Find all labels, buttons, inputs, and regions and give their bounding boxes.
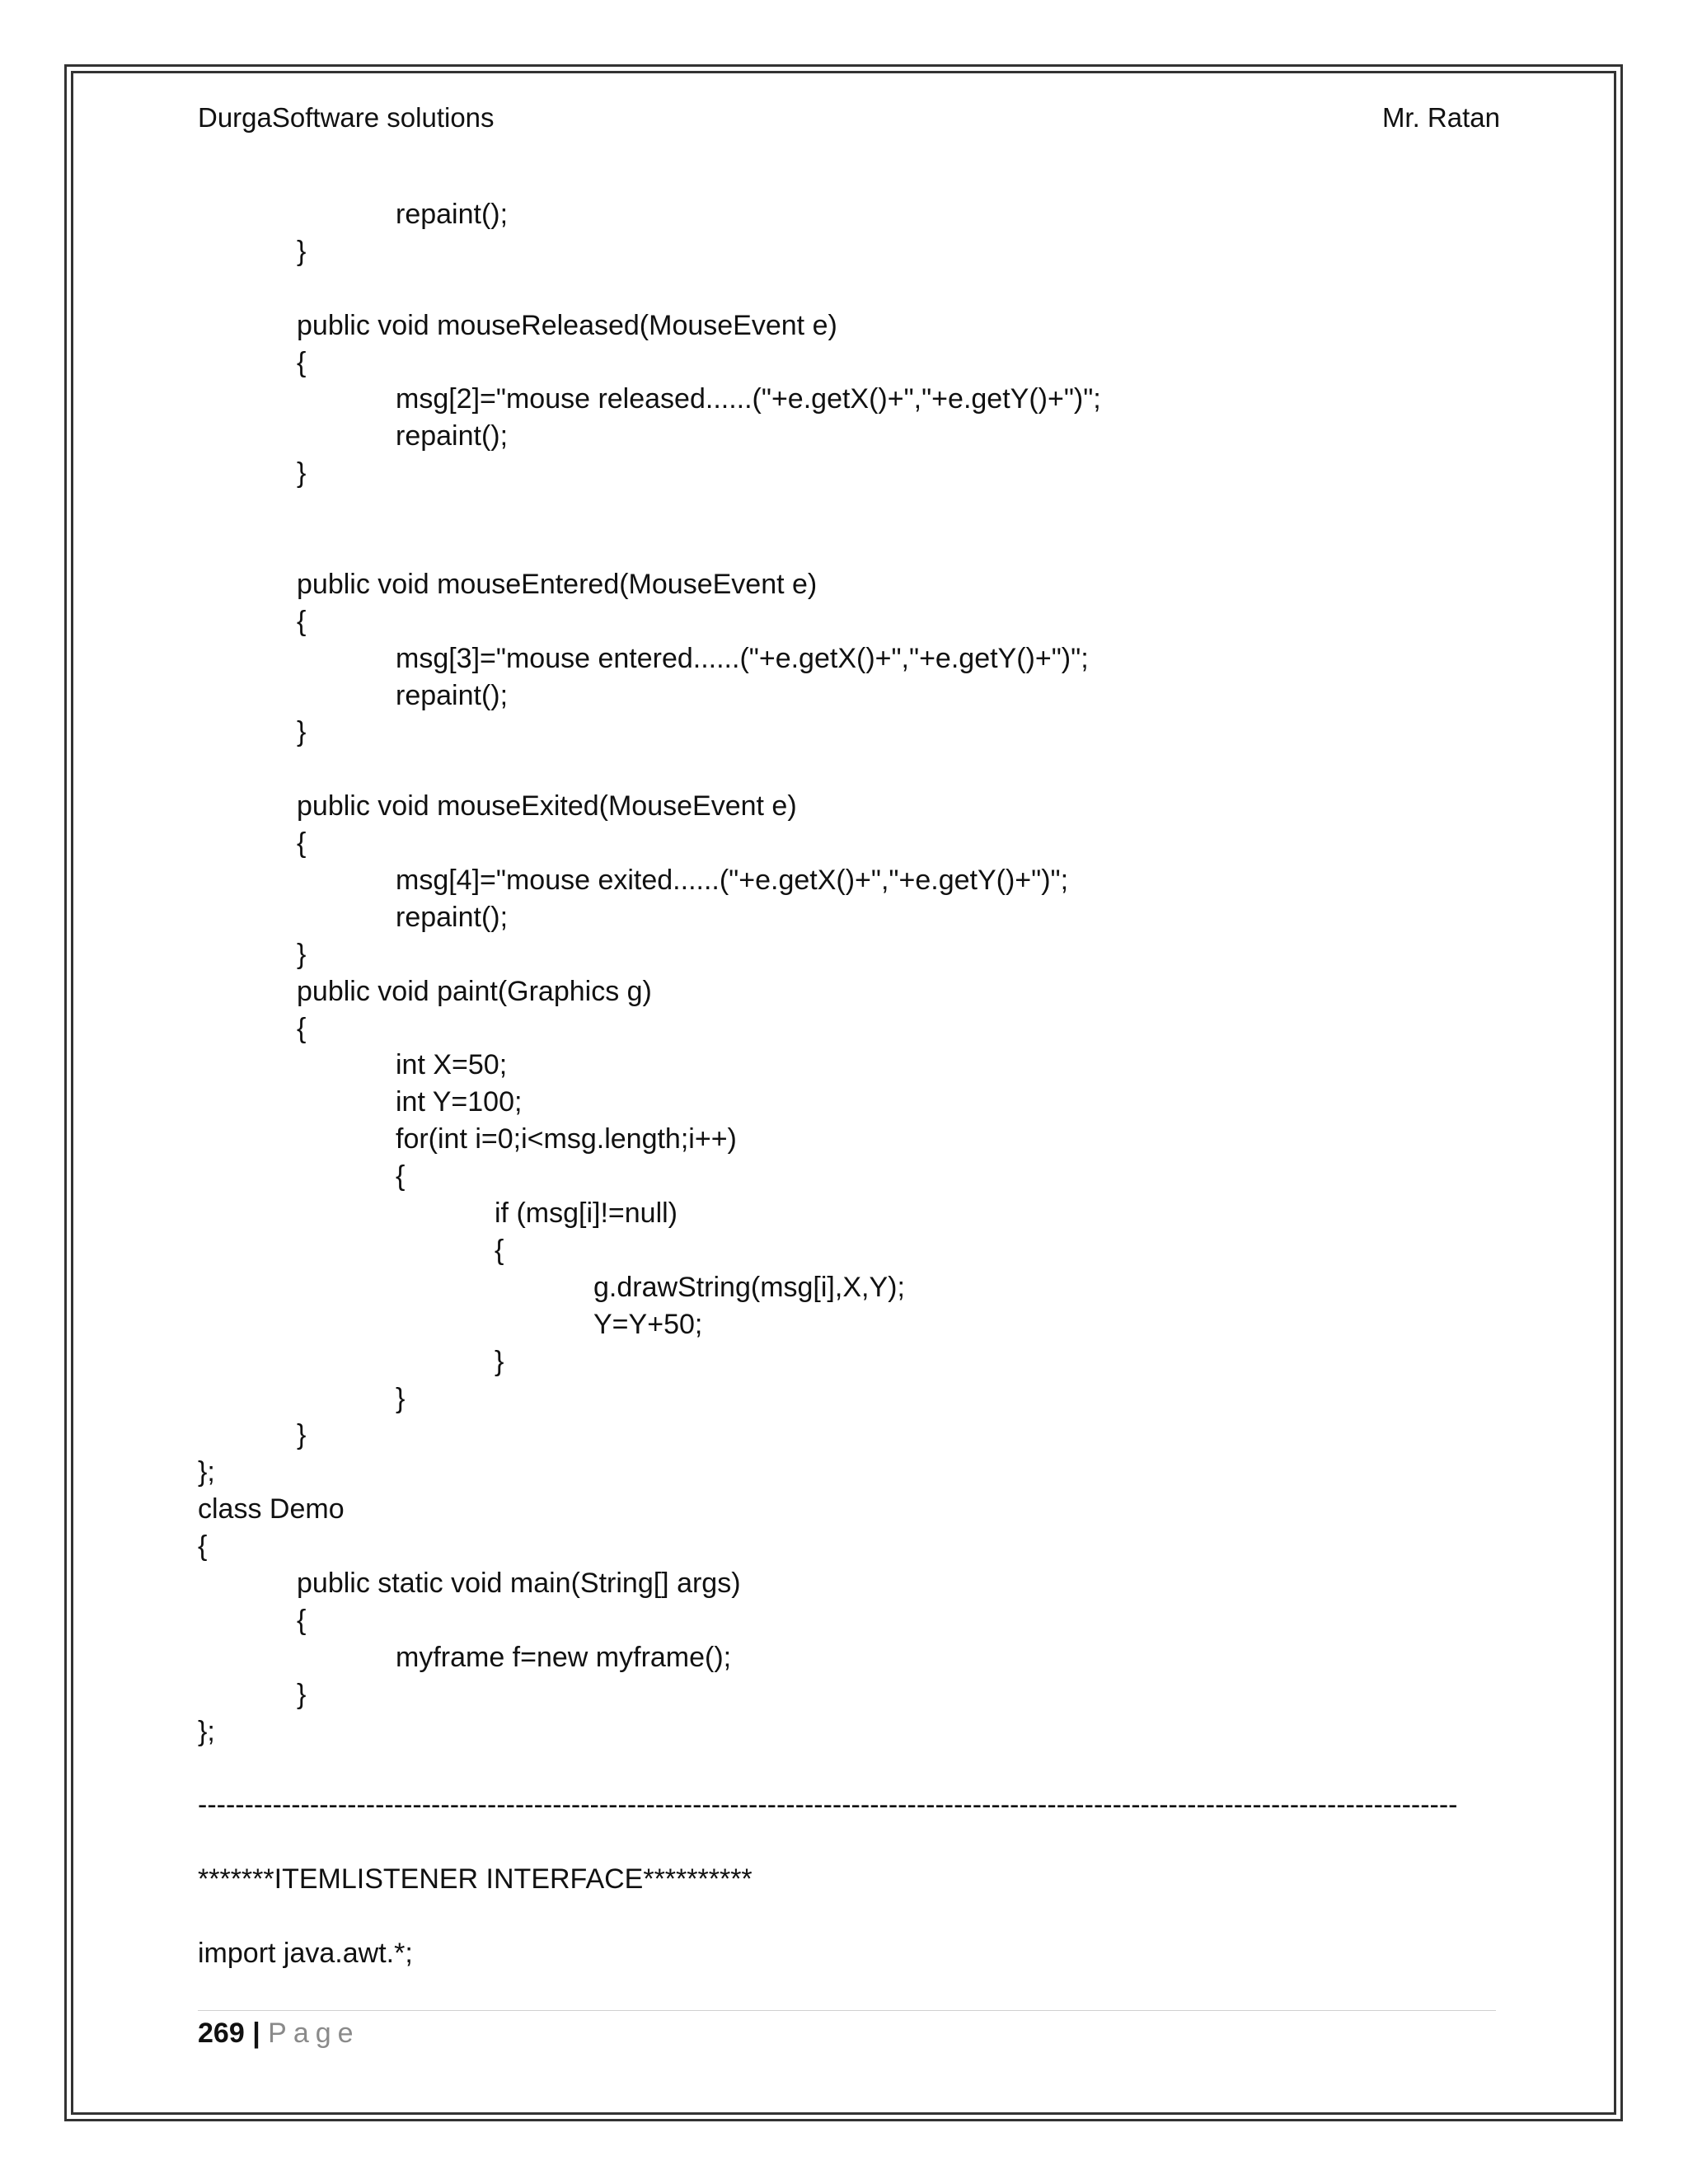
code-line: int Y=100; xyxy=(396,1086,523,1118)
code-line: } xyxy=(297,1419,307,1451)
code-line xyxy=(198,1898,1484,1935)
code-line: Y=Y+50; xyxy=(593,1308,703,1340)
code-line: { xyxy=(297,1012,307,1044)
code-line xyxy=(198,492,1484,529)
page-label: Page xyxy=(268,2018,360,2049)
code-line: msg[2]="mouse released......("+e.getX()+","+e.getY()+")"; xyxy=(396,383,1101,415)
code-line: { xyxy=(198,1530,208,1563)
code-line: repaint(); xyxy=(396,199,509,230)
code-line: *******ITEMLISTENER INTERFACE********** xyxy=(198,1863,753,1896)
header-company: DurgaSoftware solutions xyxy=(198,102,495,133)
code-line: repaint(); xyxy=(396,420,509,452)
header-author: Mr. Ratan xyxy=(1381,102,1500,133)
page-footer xyxy=(198,2013,360,2054)
code-line: } xyxy=(297,1678,307,1710)
code-line: repaint(); xyxy=(396,901,509,933)
code-line: for(int i=0;i<msg.length;i++) xyxy=(396,1123,737,1155)
code-line xyxy=(198,1750,1484,1787)
code-line: } xyxy=(495,1345,504,1377)
code-line: { xyxy=(396,1160,406,1193)
code-line: public void mouseEntered(MouseEvent e) xyxy=(297,568,818,600)
code-line: { xyxy=(297,346,307,378)
code-line: int X=50; xyxy=(396,1049,508,1081)
code-listing xyxy=(198,196,1484,1972)
code-line: msg[4]="mouse exited......("+e.getX()+","+e.getY()+")"; xyxy=(396,865,1069,897)
code-line: } xyxy=(297,716,307,748)
code-line: public static void main(String[] args) xyxy=(297,1567,741,1599)
code-line xyxy=(198,529,1484,566)
code-line: import java.awt.*; xyxy=(198,1937,413,1969)
page-separator: | xyxy=(252,2018,260,2049)
code-line: myframe f=new myframe(); xyxy=(396,1641,732,1673)
code-line: --------------------------------------------------------------------------------------------------------------------------------------- xyxy=(198,1789,1458,1821)
code-line: msg[3]="mouse entered......("+e.getX()+","+e.getY()+")"; xyxy=(396,642,1089,674)
code-line: { xyxy=(495,1234,504,1266)
code-line: { xyxy=(297,605,307,637)
code-line: if (msg[i]!=null) xyxy=(495,1197,678,1230)
footer-divider xyxy=(198,2010,1496,2011)
code-line: repaint(); xyxy=(396,679,509,711)
code-line: { xyxy=(297,1604,307,1636)
code-line: class Demo xyxy=(198,1493,345,1526)
code-line: } xyxy=(297,235,307,267)
code-line: } xyxy=(396,1382,406,1414)
code-line: { xyxy=(297,827,307,860)
code-line xyxy=(198,751,1484,788)
code-line: } xyxy=(297,938,307,970)
code-line: }; xyxy=(198,1715,215,1747)
code-line: }; xyxy=(198,1456,215,1488)
code-line xyxy=(198,1824,1484,1861)
code-line xyxy=(198,270,1484,307)
code-line: } xyxy=(297,457,307,490)
code-line: public void mouseExited(MouseEvent e) xyxy=(297,790,797,823)
code-line: g.drawString(msg[i],X,Y); xyxy=(593,1271,905,1303)
code-line: public void mouseReleased(MouseEvent e) xyxy=(297,309,837,341)
code-line: public void paint(Graphics g) xyxy=(297,975,652,1007)
page-number: 269 xyxy=(198,2018,245,2049)
